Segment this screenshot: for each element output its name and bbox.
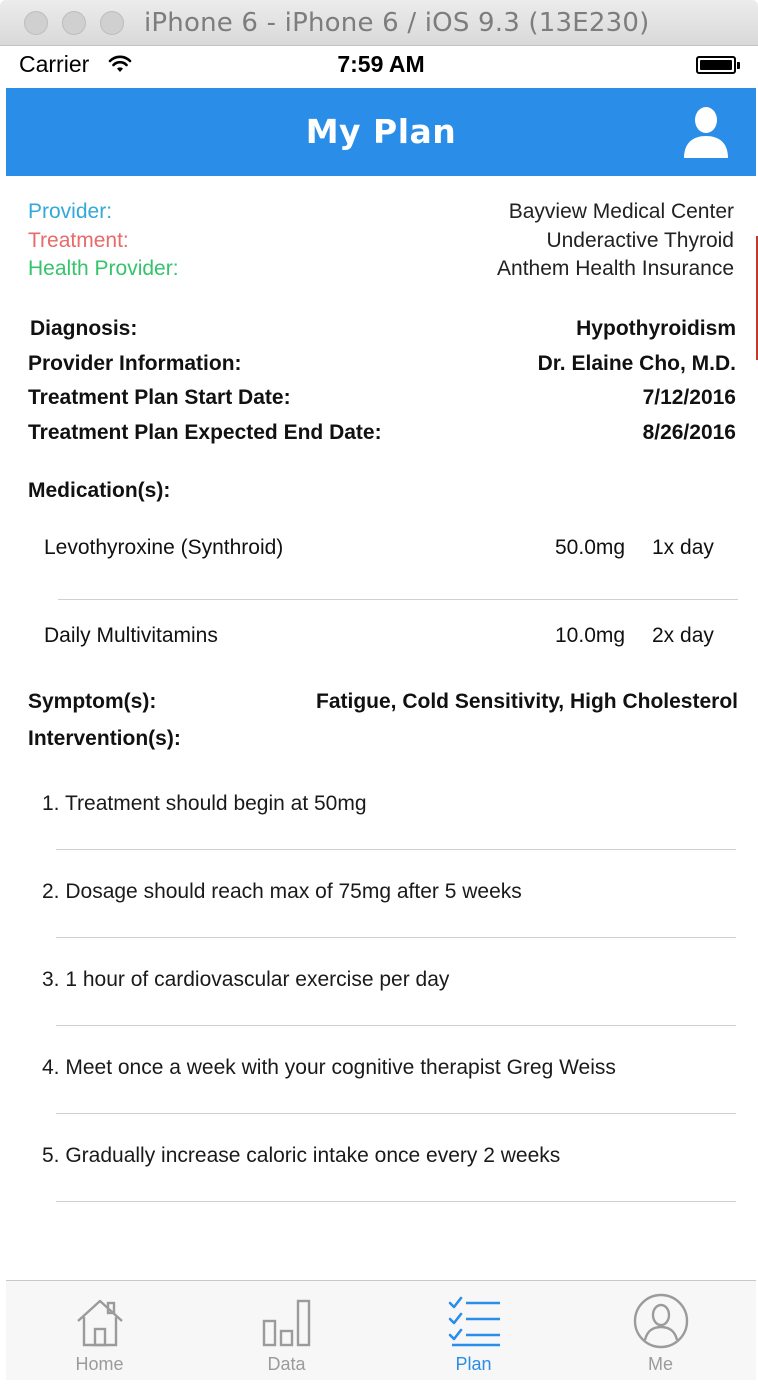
checklist-icon (446, 1293, 502, 1349)
device-screen (6, 46, 756, 1380)
tab-bar (6, 1280, 756, 1380)
carrier-label: Carrier (19, 51, 90, 77)
medication-frequency: 2x day (652, 624, 714, 647)
tab-plan[interactable] (380, 1281, 567, 1380)
intervention-divider (56, 937, 736, 938)
medication-divider (58, 599, 738, 600)
medication-name: Daily Multivitamins (44, 624, 218, 647)
navigation-bar (6, 88, 756, 176)
provider-information-label: Provider Information: (28, 352, 242, 375)
status-time: 7:59 AM (337, 51, 425, 77)
start-date-label: Treatment Plan Start Date: (28, 386, 291, 409)
battery-icon (696, 56, 736, 74)
intervention-divider (56, 1025, 736, 1026)
diagnosis-value: Hypothyroidism (576, 317, 736, 340)
tab-me[interactable] (567, 1281, 754, 1380)
diagnosis-row (28, 317, 736, 349)
treatment-label: Treatment: (28, 229, 129, 252)
end-date-value: 8/26/2016 (642, 421, 736, 444)
symptoms-value: Fatigue, Cold Sensitivity, High Cholesterol (316, 690, 738, 713)
home-icon (72, 1293, 128, 1349)
medication-name: Levothyroxine (Synthroid) (44, 536, 284, 559)
tab-me-label: Me (647, 1354, 673, 1374)
provider-row (28, 200, 734, 230)
intervention-divider (56, 1113, 736, 1114)
window-title: iPhone 6 - iPhone 6 / iOS 9.3 (13E230) (144, 8, 650, 38)
person-icon[interactable] (682, 104, 730, 160)
intervention-item[interactable]: 3. 1 hour of cardiovascular exercise per day (42, 968, 450, 991)
intervention-item[interactable]: 2. Dosage should reach max of 75mg after 5 weeks (42, 880, 522, 903)
intervention-item[interactable]: 4. Meet once a week with your cognitive therapist Greg Weiss (42, 1056, 616, 1079)
tab-home-label: Home (75, 1354, 124, 1374)
user-circle-icon (633, 1293, 689, 1349)
tab-plan-label: Plan (455, 1354, 492, 1374)
status-bar (6, 46, 756, 88)
start-date-row (28, 386, 736, 418)
provider-information-row (28, 352, 736, 384)
medications-label: Medication(s): (28, 479, 171, 502)
simulator-title-bar (0, 0, 758, 46)
treatment-row (28, 229, 734, 259)
symptoms-label: Symptom(s): (28, 690, 157, 713)
tab-data-label: Data (267, 1354, 306, 1374)
minimize-window-button[interactable] (62, 11, 86, 35)
intervention-divider (56, 849, 736, 850)
zoom-window-button[interactable] (100, 11, 124, 35)
health-provider-value: Anthem Health Insurance (497, 257, 734, 280)
diagnosis-label: Diagnosis: (30, 317, 138, 340)
health-provider-label: Health Provider: (28, 257, 179, 280)
page-title: My Plan (305, 112, 457, 151)
provider-label: Provider: (28, 200, 113, 223)
provider-information-value: Dr. Elaine Cho, M.D. (537, 352, 736, 375)
medication-frequency: 1x day (652, 536, 714, 559)
health-provider-row (28, 257, 734, 287)
tab-home[interactable] (6, 1281, 193, 1380)
bar-chart-icon (259, 1293, 315, 1349)
interventions-label: Intervention(s): (28, 727, 181, 750)
intervention-divider (56, 1201, 736, 1202)
end-date-label: Treatment Plan Expected End Date: (28, 421, 382, 444)
close-window-button[interactable] (24, 11, 48, 35)
medication-item[interactable] (6, 536, 756, 624)
medication-dose: 10.0mg (555, 624, 626, 647)
intervention-item[interactable]: 5. Gradually increase caloric intake once every 2 weeks (42, 1144, 561, 1167)
intervention-item[interactable]: 1. Treatment should begin at 50mg (42, 792, 367, 815)
provider-value: Bayview Medical Center (508, 200, 734, 223)
tab-data[interactable] (193, 1281, 380, 1380)
medication-dose: 50.0mg (555, 536, 626, 559)
end-date-row (28, 421, 736, 453)
start-date-value: 7/12/2016 (642, 386, 736, 409)
treatment-value: Underactive Thyroid (546, 229, 734, 252)
